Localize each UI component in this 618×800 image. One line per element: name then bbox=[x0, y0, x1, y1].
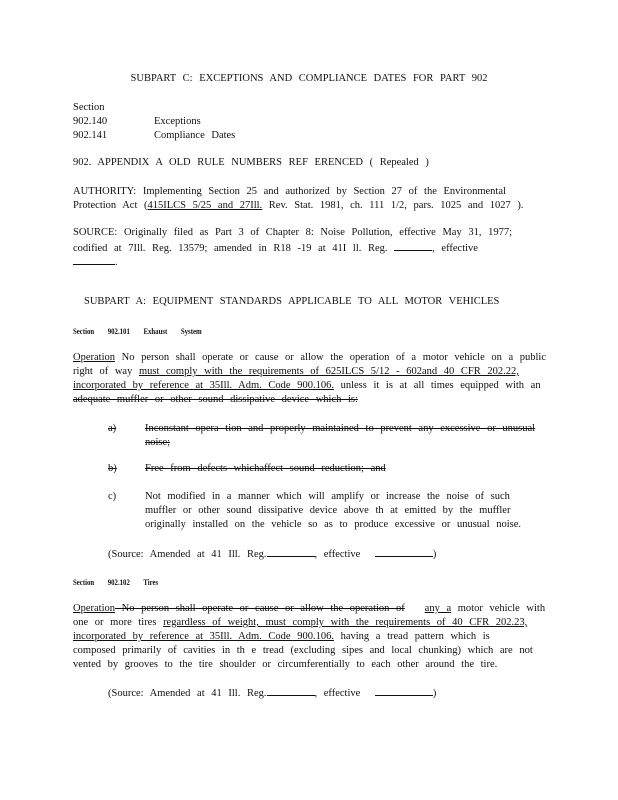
deleted-text: No person shall operate or cause or allow the operation of bbox=[115, 603, 405, 614]
source-note bbox=[108, 685, 436, 700]
appendix-title: 902. APPENDIX A OLD RULE NUMBERS REF ERENCED ( Repealed ) bbox=[73, 157, 429, 168]
sec102-line-1 bbox=[73, 602, 545, 615]
operation-label: Operation bbox=[73, 352, 115, 363]
authority-line-1: AUTHORITY: Implementing Section 25 and authorized by Section 27 of the Environmental bbox=[73, 186, 506, 197]
toc-number: 902.141 bbox=[73, 130, 108, 141]
item-text: Not modified in a manner which will amplify or increase the noise of such bbox=[145, 491, 510, 502]
source-text: codified at 7Ill. Reg. 13579; amended in R18 -19 at 41I ll. Reg. bbox=[73, 243, 388, 254]
sec101-line-2 bbox=[73, 365, 519, 378]
section-heading: Section 902.102 Tires bbox=[73, 578, 159, 587]
source-note bbox=[108, 546, 436, 561]
operation-label: Operation bbox=[73, 603, 115, 614]
subpart-a-title: SUBPART A: EQUIPMENT STANDARDS APPLICABLE TO ALL MOTOR VEHICLES bbox=[84, 296, 500, 307]
toc-title: Compliance Dates bbox=[154, 130, 236, 141]
source-line-3 bbox=[73, 254, 118, 269]
source-note-text: (Source: Amended at 41 Ill. Reg. bbox=[108, 688, 267, 699]
blank-line bbox=[267, 685, 315, 696]
source-note-text: , effective bbox=[314, 549, 361, 560]
source-note-text: ) bbox=[432, 688, 437, 699]
item-label: b) bbox=[108, 463, 117, 474]
sec102-line-3 bbox=[73, 630, 490, 643]
paragraph-text: one or more tires bbox=[73, 617, 164, 628]
deleted-text: Free from defects whichaffect sound reduction; and bbox=[145, 463, 386, 474]
authority-citation: 415ILCS 5/25 and 27Ill. bbox=[147, 200, 263, 211]
source-text: . bbox=[115, 257, 118, 268]
section-heading: Section 902.101 Exhaust System bbox=[73, 327, 202, 336]
deleted-text: Inconstant opera tion and properly maintained to prevent any excessive or unusual bbox=[145, 423, 536, 434]
source-line-1: SOURCE: Originally filed as Part 3 of Chapter 8: Noise Pollution, effective May 31, 1977; bbox=[73, 227, 513, 238]
source-text: , effective bbox=[432, 243, 478, 254]
blank-line bbox=[267, 546, 315, 557]
sec102-line-2 bbox=[73, 616, 527, 629]
toc-title: Exceptions bbox=[154, 116, 201, 127]
paragraph-text: right of way bbox=[73, 366, 139, 377]
source-line-2 bbox=[73, 240, 478, 255]
sec101-line-1 bbox=[73, 351, 546, 364]
item-text: originally installed on the vehicle so as to produce excessive or unusual noise. bbox=[145, 519, 522, 530]
inserted-text: must comply with the requirements of 625ILCS 5/12 - 602and 40 CFR 202.22, bbox=[138, 366, 519, 377]
source-note-text: ) bbox=[432, 549, 437, 560]
toc-number: 902.140 bbox=[73, 116, 108, 127]
source-note-text: , effective bbox=[314, 688, 361, 699]
source-note-text: (Source: Amended at 41 Ill. Reg. bbox=[108, 549, 267, 560]
deleted-text: adequate muffler or other sound dissipative device which is: bbox=[73, 394, 358, 405]
item-text: muffler or other sound dissipative device above th at emitted by the muffler bbox=[145, 505, 511, 516]
inserted-text: any a bbox=[424, 603, 452, 614]
inserted-text: incorporated by reference at 35Ill. Adm. Code 900.106. bbox=[73, 631, 334, 642]
sec101-line-4 bbox=[73, 393, 358, 406]
sec102-line-4: composed primarily of cavities in th e tread (excluding sipes and local chunking) which are not bbox=[73, 645, 533, 656]
section-label: Section bbox=[73, 102, 105, 113]
blank-line bbox=[394, 240, 432, 251]
blank-line bbox=[375, 546, 433, 557]
authority-text: Protection Act ( bbox=[73, 200, 148, 211]
item-label: c) bbox=[108, 491, 117, 502]
blank-line bbox=[73, 254, 115, 265]
item-label: a) bbox=[108, 423, 117, 434]
sec102-line-5: vented by grooves to the tire shoulder or circumferentially to each other around the tire. bbox=[73, 659, 498, 670]
inserted-text: regardless of weight, must comply with the requirements of 40 CFR 202.23, bbox=[163, 617, 528, 628]
authority-text: Rev. Stat. 1981, ch. 111 1/2, pars. 1025 and 1027 ). bbox=[262, 200, 524, 211]
inserted-text: incorporated by reference at 35Ill. Adm. Code 900.106. bbox=[73, 380, 334, 391]
paragraph-text: having a tread pattern which is bbox=[333, 631, 490, 642]
paragraph-text: No person shall operate or cause or allow the operation of a motor vehicle on a public bbox=[115, 352, 547, 363]
paragraph-text: motor vehicle with bbox=[451, 603, 546, 614]
subpart-c-title: SUBPART C: EXCEPTIONS AND COMPLIANCE DATES FOR PART 902 bbox=[130, 73, 488, 84]
paragraph-text: unless it is at all times equipped with an bbox=[333, 380, 541, 391]
authority-line-2 bbox=[73, 199, 523, 212]
blank-line bbox=[375, 685, 433, 696]
sec101-line-3 bbox=[73, 379, 541, 392]
deleted-text: noise; bbox=[145, 437, 171, 448]
